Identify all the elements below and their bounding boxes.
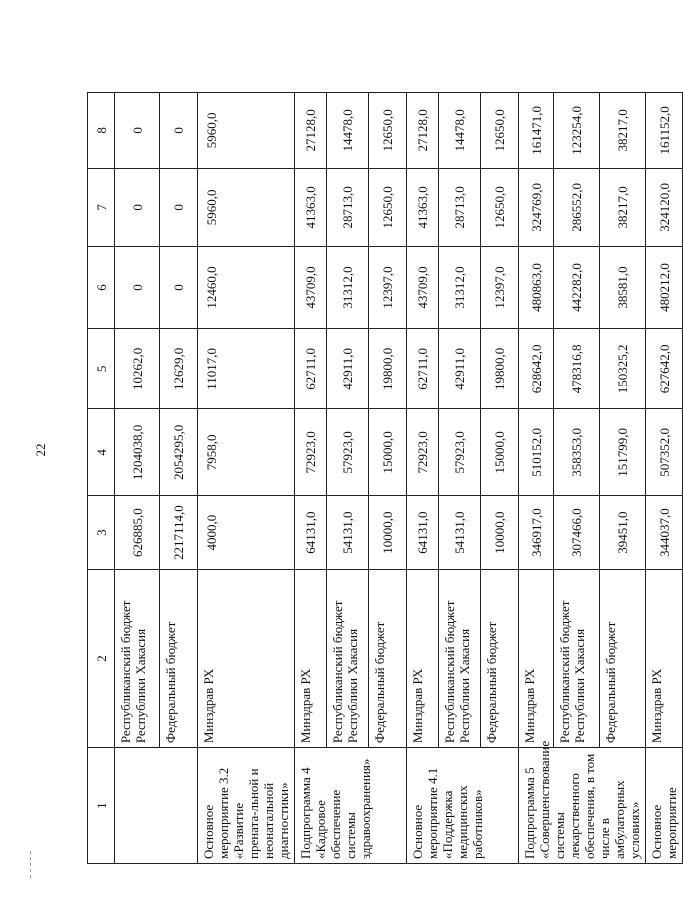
budget-table	[87, 92, 683, 864]
value-cell: 54131,0	[439, 496, 481, 570]
header-cell: 8	[88, 93, 115, 169]
program-cell	[115, 748, 198, 864]
program-cell: Подпрограмма 4 «Кадровое обеспечение системы здравоохранения»	[295, 748, 407, 864]
value-cell: 41363,0	[295, 168, 327, 246]
value-cell: 62711,0	[295, 329, 327, 409]
value-cell: 5960,0	[198, 168, 295, 246]
value-cell: 2217114,0	[160, 496, 198, 570]
source-cell: Федеральный бюджет	[481, 569, 519, 747]
value-cell: 19800,0	[369, 329, 407, 409]
program-cell: Подпрограмма 5 «Совершенствование системы лекарственного обеспечения, в том числе в амбулаторных условиях»	[519, 748, 646, 864]
source-cell: Республиканский бюджет Республики Хакасия	[327, 569, 369, 747]
scan-artifact	[22, 848, 40, 884]
value-cell: 12650,0	[481, 93, 519, 169]
value-cell: 38581,0	[600, 246, 646, 328]
value-cell: 64131,0	[295, 496, 327, 570]
source-cell: Минздрав РХ	[407, 569, 439, 747]
value-cell: 72923,0	[295, 409, 327, 496]
value-cell: 28713,0	[327, 168, 369, 246]
value-cell: 38217,0	[600, 168, 646, 246]
value-cell: 19800,0	[481, 329, 519, 409]
value-cell: 57923,0	[327, 409, 369, 496]
header-cell: 2	[88, 569, 115, 747]
value-cell: 57923,0	[439, 409, 481, 496]
value-cell: 510152,0	[519, 409, 554, 496]
program-cell: Основное мероприятие 4.1 «Поддержка медицинских работников»	[407, 748, 519, 864]
value-cell: 12397,0	[369, 246, 407, 328]
rotated-table	[87, 92, 679, 864]
value-cell: 0	[115, 246, 160, 328]
source-cell: Федеральный бюджет	[369, 569, 407, 747]
value-cell: 10000,0	[481, 496, 519, 570]
value-cell: 0	[160, 246, 198, 328]
value-cell: 27128,0	[407, 93, 439, 169]
value-cell: 72923,0	[407, 409, 439, 496]
value-cell: 14478,0	[327, 93, 369, 169]
value-cell: 15000,0	[481, 409, 519, 496]
value-cell: 62711,0	[407, 329, 439, 409]
header-cell: 5	[88, 329, 115, 409]
value-cell: 480212,0	[646, 246, 683, 328]
value-cell: 346917,0	[519, 496, 554, 570]
page-number: 22	[33, 443, 48, 457]
value-cell: 41363,0	[407, 168, 439, 246]
header-cell: 6	[88, 246, 115, 328]
value-cell: 507352,0	[646, 409, 683, 496]
table-row	[519, 93, 554, 864]
program-cell: Основное мероприятие 3.2 «Развитие прената-льной и неонатальной диагностики»	[198, 748, 295, 864]
value-cell: 38217,0	[600, 93, 646, 169]
header-cell: 1	[88, 748, 115, 864]
value-cell: 151799,0	[600, 409, 646, 496]
value-cell: 11017,0	[198, 329, 295, 409]
value-cell: 627642,0	[646, 329, 683, 409]
header-cell: 3	[88, 496, 115, 570]
rotated-table-container	[87, 92, 679, 864]
source-cell: Минздрав РХ	[295, 569, 327, 747]
value-cell: 42911,0	[327, 329, 369, 409]
value-cell: 150325,2	[600, 329, 646, 409]
source-cell: Минздрав РХ	[519, 569, 554, 747]
source-cell: Минздрав РХ	[646, 569, 683, 747]
value-cell: 2054295,0	[160, 409, 198, 496]
header-row	[88, 93, 115, 864]
value-cell: 161152,0	[646, 93, 683, 169]
value-cell: 307466,0	[554, 496, 600, 570]
value-cell: 12650,0	[369, 168, 407, 246]
value-cell: 12397,0	[481, 246, 519, 328]
value-cell: 10262,0	[115, 329, 160, 409]
value-cell: 0	[160, 168, 198, 246]
source-cell: Федеральный бюджет	[160, 569, 198, 747]
value-cell: 7958,0	[198, 409, 295, 496]
value-cell: 161471,0	[519, 93, 554, 169]
source-cell: Республиканский бюджет Республики Хакасия	[439, 569, 481, 747]
header-cell: 7	[88, 168, 115, 246]
value-cell: 123254,0	[554, 93, 600, 169]
source-cell: Республиканский бюджет Республики Хакасия	[554, 569, 600, 747]
value-cell: 39451,0	[600, 496, 646, 570]
value-cell: 54131,0	[327, 496, 369, 570]
value-cell: 14478,0	[439, 93, 481, 169]
source-cell: Республиканский бюджет Республики Хакасия	[115, 569, 160, 747]
value-cell: 27128,0	[295, 93, 327, 169]
table-row	[646, 93, 683, 864]
value-cell: 442282,0	[554, 246, 600, 328]
value-cell: 15000,0	[369, 409, 407, 496]
value-cell: 324120,0	[646, 168, 683, 246]
value-cell: 480863,0	[519, 246, 554, 328]
value-cell: 43709,0	[295, 246, 327, 328]
value-cell: 4000,0	[198, 496, 295, 570]
value-cell: 64131,0	[407, 496, 439, 570]
source-cell: Минздрав РХ	[198, 569, 295, 747]
value-cell: 286552,0	[554, 168, 600, 246]
value-cell: 31312,0	[439, 246, 481, 328]
value-cell: 0	[115, 168, 160, 246]
value-cell: 628642,0	[519, 329, 554, 409]
value-cell: 42911,0	[439, 329, 481, 409]
source-cell: Федеральный бюджет	[600, 569, 646, 747]
value-cell: 43709,0	[407, 246, 439, 328]
value-cell: 358353,0	[554, 409, 600, 496]
table-row	[295, 93, 327, 864]
value-cell: 626885,0	[115, 496, 160, 570]
value-cell: 28713,0	[439, 168, 481, 246]
header-cell: 4	[88, 409, 115, 496]
value-cell: 324769,0	[519, 168, 554, 246]
program-cell: Основное мероприятие	[646, 748, 683, 864]
value-cell: 12460,0	[198, 246, 295, 328]
value-cell: 0	[115, 93, 160, 169]
value-cell: 10000,0	[369, 496, 407, 570]
value-cell: 0	[160, 93, 198, 169]
value-cell: 12650,0	[369, 93, 407, 169]
value-cell: 31312,0	[327, 246, 369, 328]
table-row	[115, 93, 160, 864]
table-row	[407, 93, 439, 864]
value-cell: 1204038,0	[115, 409, 160, 496]
value-cell: 5960,0	[198, 93, 295, 169]
value-cell: 12650,0	[481, 168, 519, 246]
value-cell: 12629,0	[160, 329, 198, 409]
value-cell: 478316,8	[554, 329, 600, 409]
value-cell: 344037,0	[646, 496, 683, 570]
table-row	[198, 93, 295, 864]
